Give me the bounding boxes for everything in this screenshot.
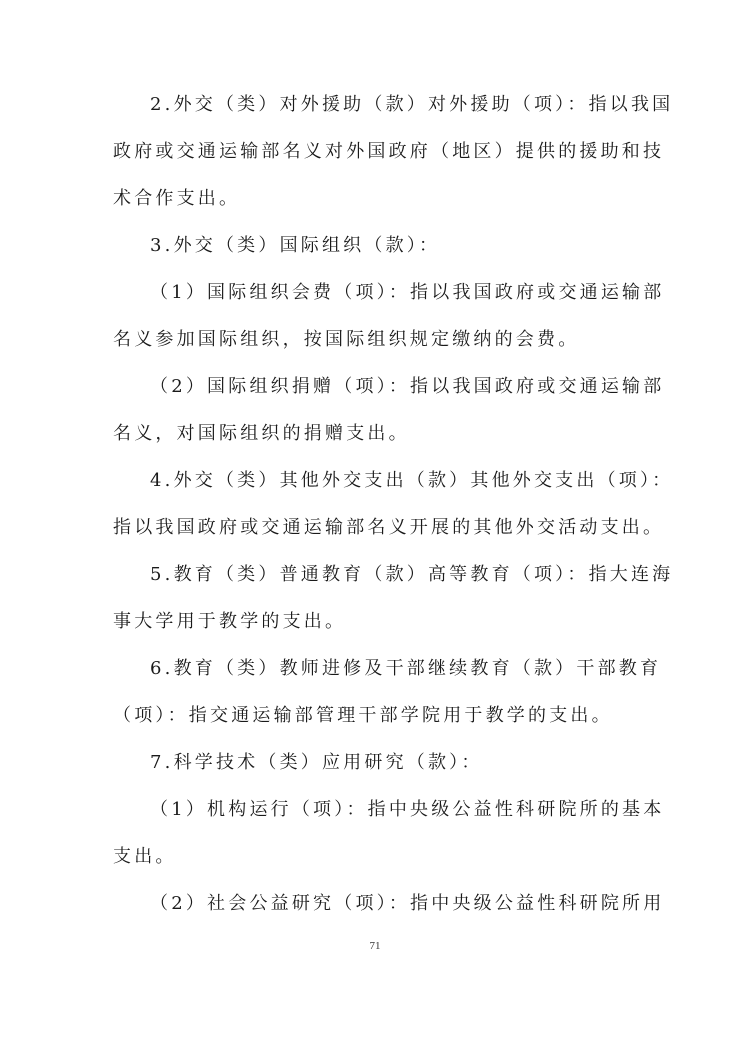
paragraph-4-line-2: 名义，对国际组织的捐赠支出。 <box>113 423 410 444</box>
paragraph-4-line-1: （2）国际组织捐赠（项）：指以我国政府或交通运输部 <box>150 376 665 397</box>
paragraph-1-line-2: 政府或交通运输部名义对外国政府（地区）提供的援助和技 <box>113 141 665 162</box>
paragraph-7-line-1: 6.教育（类）教师进修及干部继续教育（款）干部教育 <box>150 658 662 679</box>
page-number: 71 <box>369 940 381 952</box>
paragraph-8-line-1: 7.科学技术（类）应用研究（款）： <box>150 752 483 773</box>
paragraph-7-line-2: （项）：指交通运输部管理干部学院用于教学的支出。 <box>113 705 613 726</box>
paragraph-9-line-2: 支出。 <box>113 846 177 867</box>
paragraph-5-line-2: 指以我国政府或交通运输部名义开展的其他外交活动支出。 <box>113 517 665 538</box>
paragraph-6-line-1: 5.教育（类）普通教育（款）高等教育（项）：指大连海 <box>150 564 674 585</box>
paragraph-6-line-2: 事大学用于教学的支出。 <box>113 611 347 632</box>
paragraph-3-line-1: （1）国际组织会费（项）：指以我国政府或交通运输部 <box>150 282 665 303</box>
paragraph-9-line-1: （1）机构运行（项）：指中央级公益性科研院所的基本 <box>150 799 665 820</box>
paragraph-5-line-1: 4.外交（类）其他外交支出（款）其他外交支出（项）： <box>150 470 674 491</box>
paragraph-10-line-1: （2）社会公益研究（项）：指中央级公益性科研院所用 <box>150 893 665 914</box>
paragraph-1-line-1: 2.外交（类）对外援助（款）对外援助（项）：指以我国 <box>150 94 674 115</box>
paragraph-3-line-2: 名义参加国际组织，按国际组织规定缴纳的会费。 <box>113 329 580 350</box>
paragraph-1-line-3: 术合作支出。 <box>113 188 241 209</box>
paragraph-2-line-1: 3.外交（类）国际组织（款）： <box>150 235 441 256</box>
